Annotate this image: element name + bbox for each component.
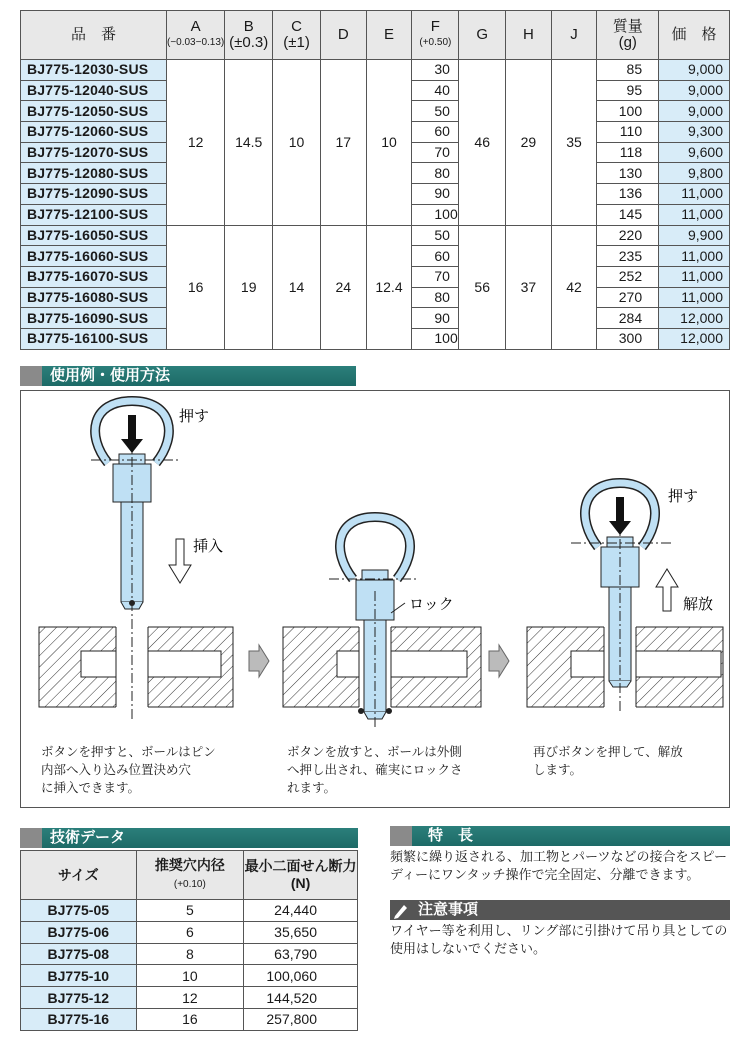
part-number-cell: BJ775-12030-SUS: [21, 60, 167, 81]
part-number-cell: BJ775-16050-SUS: [21, 225, 167, 246]
caption-line: します。: [533, 763, 583, 777]
dim-g-cell: 56: [459, 225, 506, 349]
dim-d-cell: 24: [320, 225, 366, 349]
price-cell: 11,000: [659, 246, 730, 267]
header-tab: [20, 366, 42, 386]
label-insert: 挿入: [193, 537, 224, 555]
label-lock: ロック: [409, 595, 454, 613]
header-j: J: [551, 11, 597, 60]
features-line: ディーにワンタッチ操作で完全固定、分離できます。: [390, 867, 700, 882]
tech-header-row: [21, 851, 358, 900]
header-g: G: [459, 11, 506, 60]
part-number-cell: BJ775-16100-SUS: [21, 328, 167, 349]
step3-push-arrow: [609, 497, 631, 535]
dim-f-cell: 50: [412, 101, 459, 122]
dim-b-cell: 19: [225, 225, 273, 349]
size-cell: BJ775-08: [21, 943, 137, 965]
mass-cell: 220: [597, 225, 659, 246]
dim-f-cell: 80: [412, 163, 459, 184]
tech-title: 技術データ: [50, 829, 126, 846]
mass-cell: 235: [597, 246, 659, 267]
header-c: C (±1): [273, 11, 321, 60]
label-push-2: 押す: [668, 487, 699, 505]
mass-cell: 252: [597, 266, 659, 287]
price-cell: 9,000: [659, 60, 730, 81]
dim-e-cell: 12.4: [366, 225, 412, 349]
dim-f-cell: 40: [412, 80, 459, 101]
usage-diagram-box: [20, 390, 730, 808]
part-number-cell: BJ775-12040-SUS: [21, 80, 167, 101]
size-cell: BJ775-16: [21, 1008, 137, 1030]
step1-push-arrow: [121, 415, 143, 453]
caption-line: れます。: [287, 781, 337, 795]
tech-table: [20, 850, 358, 1031]
dim-f-cell: 100: [412, 328, 459, 349]
price-cell: 9,900: [659, 225, 730, 246]
pen-icon: [390, 900, 412, 920]
tech-row: [21, 900, 358, 922]
caution-line: ワイヤー等を利用し、リング部に引掛けて吊り具としての: [390, 923, 728, 938]
mass-cell: 95: [597, 80, 659, 101]
hole-cell: 10: [136, 965, 244, 987]
part-number-cell: BJ775-12050-SUS: [21, 101, 167, 122]
dim-j-cell: 42: [551, 225, 597, 349]
dim-f-cell: 50: [412, 225, 459, 246]
shear-cell: 257,800: [244, 1008, 358, 1030]
dim-f-cell: 100: [412, 204, 459, 225]
spec-body: [21, 60, 730, 350]
spec-row: [21, 60, 730, 81]
price-cell: 12,000: [659, 308, 730, 329]
mass-cell: 130: [597, 163, 659, 184]
size-cell: BJ775-10: [21, 965, 137, 987]
part-number-cell: BJ775-12100-SUS: [21, 204, 167, 225]
header-tab: [390, 826, 412, 846]
hole-cell: 12: [136, 987, 244, 1009]
spec-header-row: [21, 11, 730, 60]
features-line: 頻繁に繰り返される、加工物とパーツなどの接合をスピー: [390, 849, 727, 864]
dim-f-cell: 70: [412, 266, 459, 287]
header-price: 価 格: [659, 11, 730, 60]
tech-row: [21, 965, 358, 987]
features-text: [390, 848, 727, 884]
part-number-cell: BJ775-16060-SUS: [21, 246, 167, 267]
dim-a-cell: 16: [166, 225, 224, 349]
caption-line: ボタンを放すと、ボールは外側: [287, 745, 462, 759]
price-cell: 11,000: [659, 184, 730, 205]
mass-cell: 118: [597, 142, 659, 163]
dim-f-cell: 70: [412, 142, 459, 163]
tech-row: [21, 987, 358, 1009]
header-a: A (−0.03−0.13): [166, 11, 224, 60]
tech-row: [21, 1008, 358, 1030]
dim-f-cell: 30: [412, 60, 459, 81]
header-h: H: [506, 11, 552, 60]
price-cell: 11,000: [659, 204, 730, 225]
dim-c-cell: 14: [273, 225, 321, 349]
part-number-cell: BJ775-12080-SUS: [21, 163, 167, 184]
dim-c-cell: 10: [273, 60, 321, 226]
size-cell: BJ775-12: [21, 987, 137, 1009]
dim-h-cell: 37: [506, 225, 552, 349]
usage-section-header: [20, 366, 356, 386]
features-title: 特 長: [428, 827, 474, 844]
step3-release-arrow: [656, 569, 678, 611]
tech-row: [21, 921, 358, 943]
shear-cell: 24,440: [244, 900, 358, 922]
hole-cell: 16: [136, 1008, 244, 1030]
header-tab: [20, 828, 42, 848]
mass-cell: 145: [597, 204, 659, 225]
dim-e-cell: 10: [366, 60, 412, 226]
part-number-cell: BJ775-16080-SUS: [21, 287, 167, 308]
header-shear: 最小二面せん断力 (N): [244, 851, 358, 900]
shear-cell: 35,650: [244, 921, 358, 943]
price-cell: 9,800: [659, 163, 730, 184]
dim-f-cell: 60: [412, 122, 459, 143]
mass-cell: 284: [597, 308, 659, 329]
header-e: E: [366, 11, 412, 60]
dim-a-cell: 12: [166, 60, 224, 226]
part-number-cell: BJ775-12060-SUS: [21, 122, 167, 143]
hole-cell: 6: [136, 921, 244, 943]
dim-f-cell: 80: [412, 287, 459, 308]
part-number-cell: BJ775-16090-SUS: [21, 308, 167, 329]
step-arrow-2: [489, 645, 509, 677]
spec-table: [20, 10, 730, 350]
part-number-cell: BJ775-16070-SUS: [21, 266, 167, 287]
mass-cell: 110: [597, 122, 659, 143]
part-number-cell: BJ775-12070-SUS: [21, 142, 167, 163]
mass-cell: 100: [597, 101, 659, 122]
price-cell: 9,300: [659, 122, 730, 143]
dim-h-cell: 29: [506, 60, 552, 226]
part-number-cell: BJ775-12090-SUS: [21, 184, 167, 205]
caution-line: 使用はしないでください。: [390, 941, 547, 956]
dim-f-cell: 90: [412, 308, 459, 329]
caution-section-header: [390, 900, 730, 920]
caption-line: に挿入できます。: [41, 781, 141, 795]
price-cell: 9,000: [659, 101, 730, 122]
caption-step2: [287, 743, 463, 797]
shear-cell: 144,520: [244, 987, 358, 1009]
tech-section-header: [20, 828, 358, 848]
price-cell: 11,000: [659, 266, 730, 287]
step1-plate: [39, 625, 233, 709]
tech-row: [21, 943, 358, 965]
caption-line: 再びボタンを押して、解放: [533, 745, 683, 759]
header-part-no: 品 番: [21, 11, 167, 60]
features-section-header: [390, 826, 730, 846]
tech-body: [21, 900, 358, 1031]
shear-cell: 63,790: [244, 943, 358, 965]
header-size: サイズ: [21, 851, 137, 900]
mass-cell: 270: [597, 287, 659, 308]
header-hole: 推奨穴内径 (+0.10): [136, 851, 244, 900]
dim-f-cell: 60: [412, 246, 459, 267]
price-cell: 12,000: [659, 328, 730, 349]
spec-row: [21, 225, 730, 246]
usage-title: 使用例・使用方法: [50, 367, 171, 384]
header-b: B (±0.3): [225, 11, 273, 60]
dim-f-cell: 90: [412, 184, 459, 205]
size-cell: BJ775-05: [21, 900, 137, 922]
dim-j-cell: 35: [551, 60, 597, 226]
label-push-1: 押す: [179, 407, 210, 425]
dim-b-cell: 14.5: [225, 60, 273, 226]
hole-cell: 5: [136, 900, 244, 922]
price-cell: 9,600: [659, 142, 730, 163]
mass-cell: 300: [597, 328, 659, 349]
hole-cell: 8: [136, 943, 244, 965]
header-d: D: [320, 11, 366, 60]
caption-step3: [533, 743, 683, 779]
header-f: F (+0.50): [412, 11, 459, 60]
caution-title: 注意事項: [418, 901, 479, 918]
label-release: 解放: [683, 595, 714, 613]
dim-g-cell: 46: [459, 60, 506, 226]
step-arrow-1: [249, 645, 269, 677]
caption-line: へ押し出され、確実にロックさ: [287, 763, 463, 777]
caption-line: ボタンを押すと、ボールはピン: [41, 745, 216, 759]
shear-cell: 100,060: [244, 965, 358, 987]
caption-step1: [41, 743, 216, 797]
mass-cell: 85: [597, 60, 659, 81]
caution-text: [390, 922, 727, 958]
dim-d-cell: 17: [320, 60, 366, 226]
header-mass: 質量 (g): [597, 11, 659, 60]
price-cell: 9,000: [659, 80, 730, 101]
price-cell: 11,000: [659, 287, 730, 308]
size-cell: BJ775-06: [21, 921, 137, 943]
caption-line: 内部へ入り込み位置決め穴: [41, 763, 192, 777]
mass-cell: 136: [597, 184, 659, 205]
step1-insert-arrow: [169, 539, 191, 583]
